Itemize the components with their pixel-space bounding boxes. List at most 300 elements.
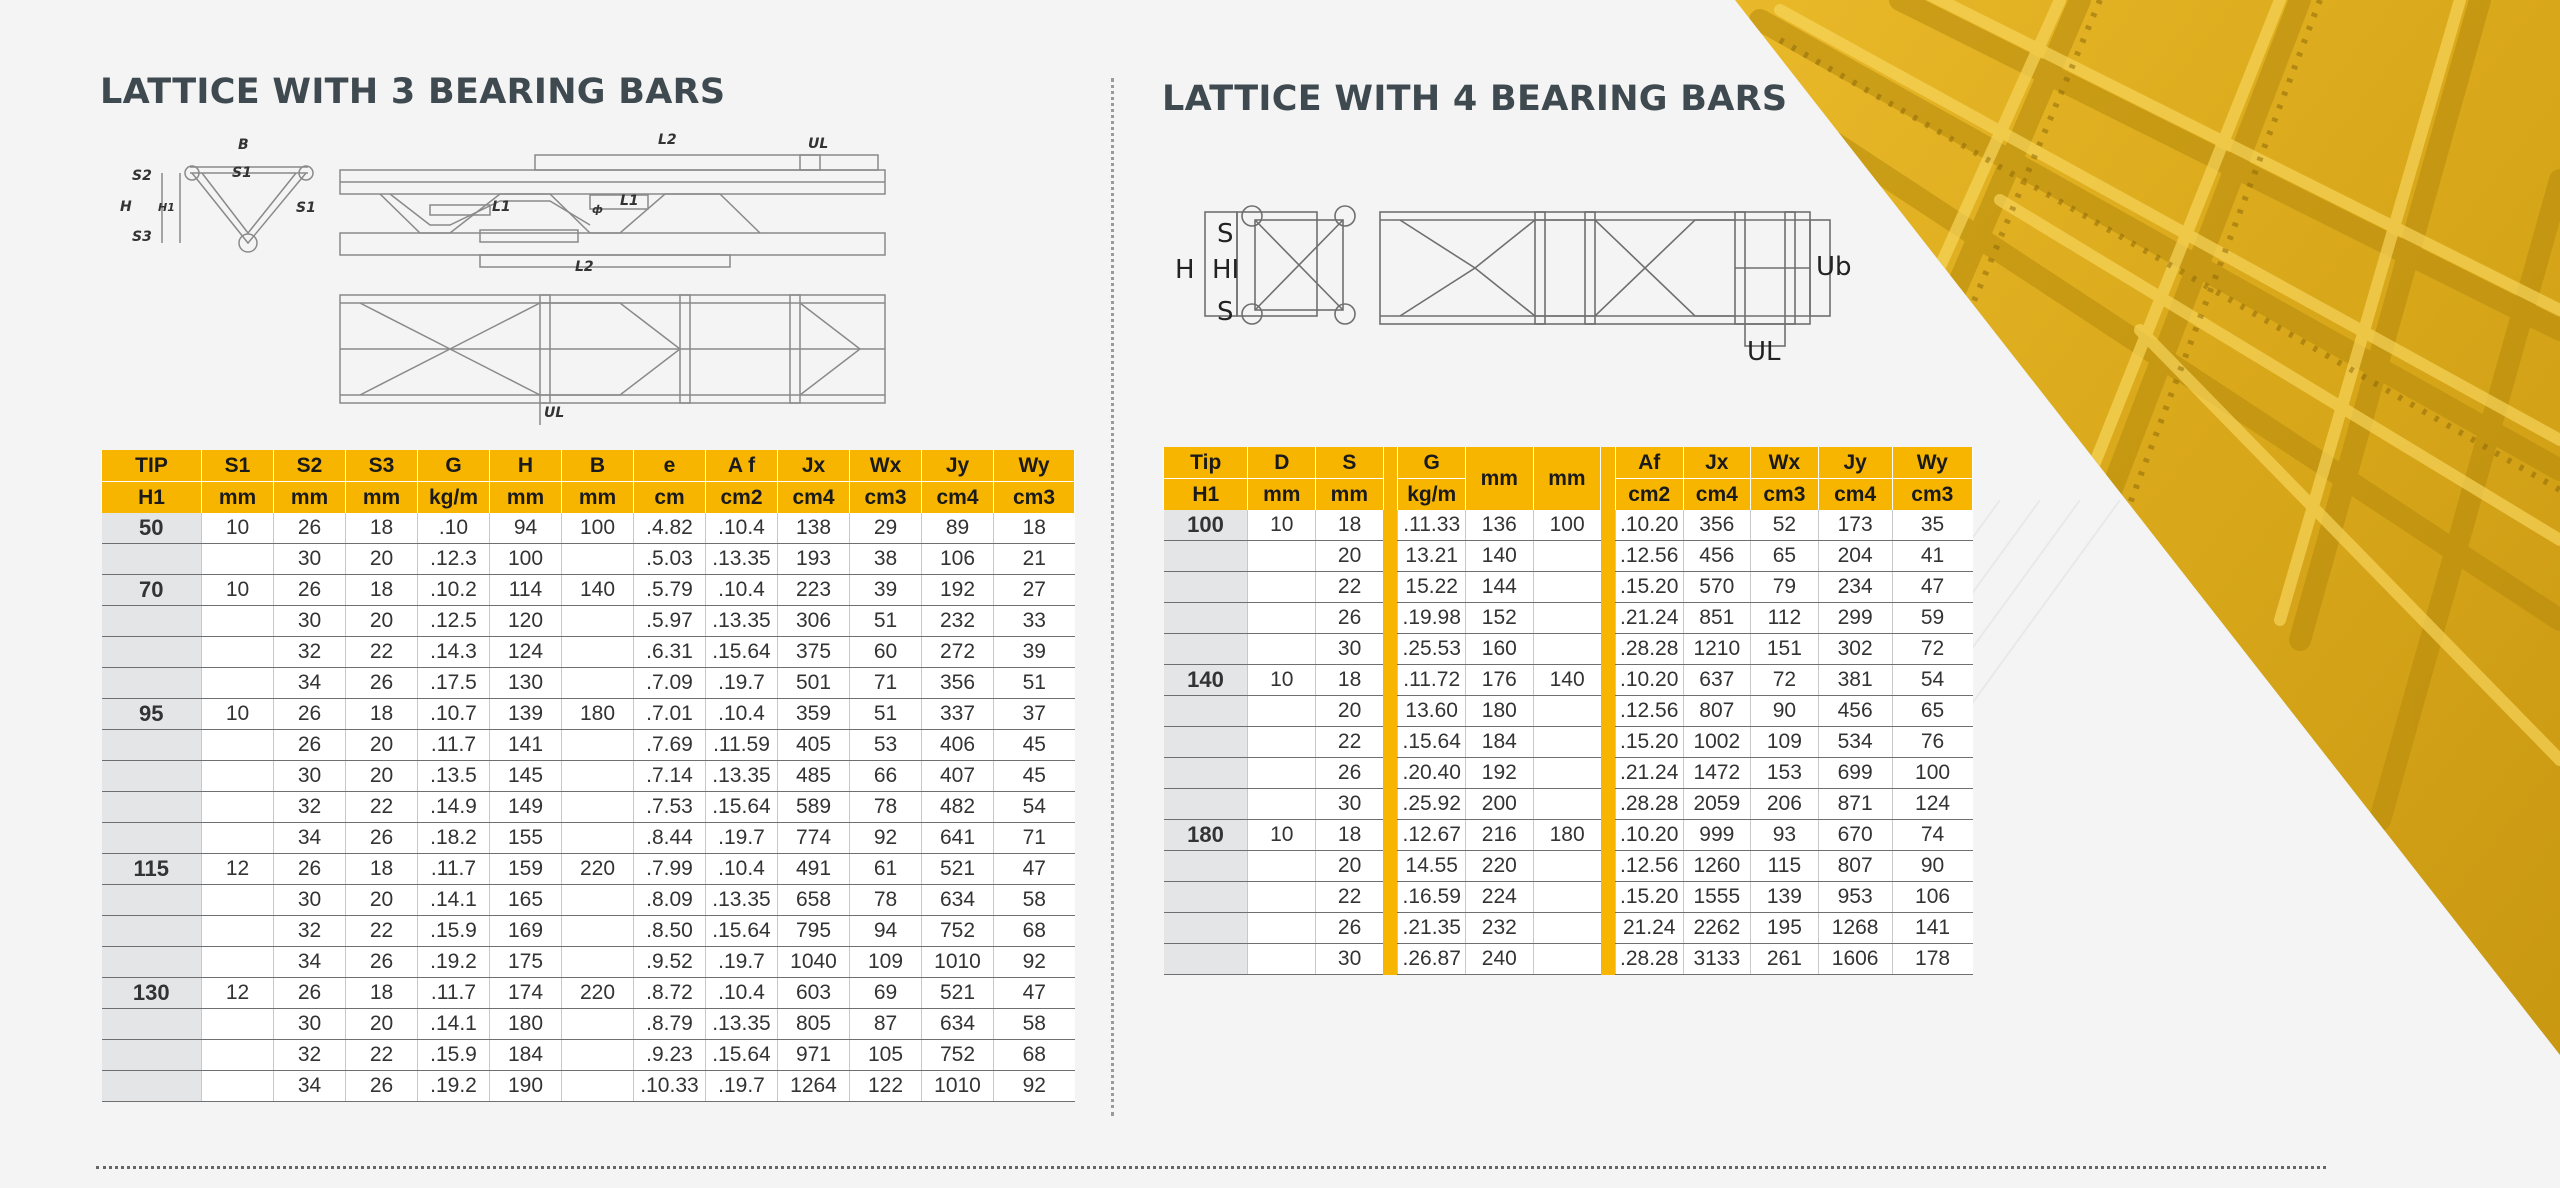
table-cell: 26: [274, 575, 346, 606]
column-header: S1: [202, 450, 274, 482]
table-cell: 752: [922, 1040, 994, 1071]
unit-header: mm: [274, 482, 346, 514]
column-separator: [1601, 447, 1616, 479]
type-cell: [102, 606, 202, 637]
table-cell: [202, 761, 274, 792]
table-cell: 140: [562, 575, 634, 606]
table-cell: 165: [490, 885, 562, 916]
table-cell: .19.7: [706, 947, 778, 978]
column-separator: [1601, 944, 1616, 975]
table-cell: [1248, 882, 1316, 913]
title-4-bars: LATTICE WITH 4 BEARING BARS: [1162, 79, 1788, 119]
table-cell: [562, 1040, 634, 1071]
table-row: [1164, 820, 1973, 851]
table-cell: 38: [850, 544, 922, 575]
table-cell: .28.28: [1615, 944, 1683, 975]
unit-header: mm: [1316, 479, 1384, 511]
table-cell: .15.9: [418, 1040, 490, 1071]
table-cell: 21.24: [1615, 913, 1683, 944]
type-cell: [1164, 572, 1248, 603]
table-row: [102, 513, 1075, 544]
table-cell: .9.23: [634, 1040, 706, 1071]
table-cell: 51: [994, 668, 1075, 699]
column-separator: [1601, 727, 1616, 758]
table-cell: 176: [1466, 665, 1534, 696]
table-cell: 456: [1818, 696, 1892, 727]
column-separator: [1601, 851, 1616, 882]
table-3-bars: [101, 450, 1075, 1102]
table-cell: .16.59: [1398, 882, 1466, 913]
table-cell: 93: [1751, 820, 1819, 851]
table-cell: 21: [994, 544, 1075, 575]
table-cell: 47: [994, 854, 1075, 885]
table-row: [1164, 572, 1973, 603]
unit-header: cm3: [850, 482, 922, 514]
table-cell: [202, 885, 274, 916]
column-header: H: [490, 450, 562, 482]
label-phi: ф: [592, 203, 603, 216]
table-cell: 32: [274, 637, 346, 668]
table-cell: 10: [1248, 665, 1316, 696]
table-cell: 521: [922, 978, 994, 1009]
table-cell: 58: [994, 1009, 1075, 1040]
type-cell: 115: [102, 854, 202, 885]
table-cell: 124: [1892, 789, 1972, 820]
table-cell: 26: [1316, 603, 1384, 634]
table-cell: 20: [346, 606, 418, 637]
column-separator: [1601, 572, 1616, 603]
table-cell: 184: [1466, 727, 1534, 758]
table-cell: 47: [994, 978, 1075, 1009]
table-cell: 1010: [922, 1071, 994, 1102]
table-row: [1164, 634, 1973, 665]
table-row: [102, 699, 1075, 730]
table-cell: 1010: [922, 947, 994, 978]
table-cell: 178: [1892, 944, 1972, 975]
column-separator: [1383, 603, 1398, 634]
table-cell: .19.98: [1398, 603, 1466, 634]
table-cell: [202, 668, 274, 699]
table-header-row: [102, 450, 1075, 482]
table-cell: [1533, 851, 1601, 882]
table-cell: [562, 730, 634, 761]
column-divider: [1111, 78, 1114, 1116]
table-cell: 22: [1316, 572, 1384, 603]
table-cell: 34: [274, 947, 346, 978]
table-cell: .12.67: [1398, 820, 1466, 851]
column-header: e: [634, 450, 706, 482]
table-cell: [1248, 851, 1316, 882]
table-cell: 200: [1466, 789, 1534, 820]
table-cell: 1040: [778, 947, 850, 978]
table-cell: .14.1: [418, 885, 490, 916]
table-cell: 774: [778, 823, 850, 854]
table-cell: 71: [994, 823, 1075, 854]
table-cell: .11.7: [418, 978, 490, 1009]
table-cell: 302: [1818, 634, 1892, 665]
column-separator: [1601, 820, 1616, 851]
table-cell: 670: [1818, 820, 1892, 851]
table-cell: 192: [922, 575, 994, 606]
table-cell: .5.03: [634, 544, 706, 575]
table-cell: 192: [1466, 758, 1534, 789]
table-cell: .13.35: [706, 1009, 778, 1040]
type-cell: [102, 792, 202, 823]
table-cell: .8.09: [634, 885, 706, 916]
table-cell: 190: [490, 1071, 562, 1102]
table-cell: .7.14: [634, 761, 706, 792]
type-cell: [1164, 758, 1248, 789]
table-cell: 90: [1751, 696, 1819, 727]
table-cell: [202, 792, 274, 823]
unit-header: cm2: [706, 482, 778, 514]
column-header: Wx: [850, 450, 922, 482]
table-cell: .12.56: [1615, 696, 1683, 727]
table-cell: [202, 1071, 274, 1102]
table-cell: 306: [778, 606, 850, 637]
table-row: [102, 544, 1075, 575]
table-cell: 180: [1466, 696, 1534, 727]
table-cell: 34: [274, 668, 346, 699]
table-cell: 51: [850, 699, 922, 730]
table-cell: 805: [778, 1009, 850, 1040]
table-cell: 94: [850, 916, 922, 947]
table-cell: 22: [346, 1040, 418, 1071]
column-separator: [1601, 696, 1616, 727]
table-cell: 68: [994, 916, 1075, 947]
label-B: B: [238, 137, 249, 153]
table-row: [102, 854, 1075, 885]
table-cell: 60: [850, 637, 922, 668]
column-separator: [1601, 789, 1616, 820]
table-cell: 141: [490, 730, 562, 761]
table-cell: [202, 544, 274, 575]
table-cell: [1533, 913, 1601, 944]
table-cell: 375: [778, 637, 850, 668]
column-separator: [1601, 634, 1616, 665]
table-cell: 180: [562, 699, 634, 730]
table-cell: .13.35: [706, 885, 778, 916]
table-row: [102, 792, 1075, 823]
table-cell: [1248, 696, 1316, 727]
table-cell: [1533, 789, 1601, 820]
type-cell: [102, 1071, 202, 1102]
table-cell: [562, 668, 634, 699]
table-cell: 30: [274, 544, 346, 575]
label-UL-top: UL: [808, 136, 829, 152]
table-cell: 136: [1466, 510, 1534, 541]
column-separator: [1601, 479, 1616, 511]
table-cell: 18: [1316, 820, 1384, 851]
unit-header: mm: [346, 482, 418, 514]
table-cell: [202, 606, 274, 637]
table-cell: 381: [1818, 665, 1892, 696]
table-cell: 807: [1818, 851, 1892, 882]
type-cell: 180: [1164, 820, 1248, 851]
table-row: [1164, 944, 1973, 975]
table-cell: 871: [1818, 789, 1892, 820]
table-cell: .10.4: [706, 854, 778, 885]
label-L2-bottom: L2: [575, 259, 594, 275]
column-separator: [1383, 789, 1398, 820]
table-cell: 90: [1892, 851, 1972, 882]
table-cell: 14.55: [1398, 851, 1466, 882]
table-cell: [202, 1040, 274, 1071]
unit-header: cm3: [1892, 479, 1972, 511]
table-cell: .11.7: [418, 730, 490, 761]
column-separator: [1601, 665, 1616, 696]
table-cell: 92: [850, 823, 922, 854]
type-cell: [1164, 913, 1248, 944]
column-header: Tip: [1164, 447, 1248, 479]
table-row: [102, 730, 1075, 761]
table-cell: 54: [1892, 665, 1972, 696]
table-cell: 20: [1316, 851, 1384, 882]
table-cell: .15.9: [418, 916, 490, 947]
table-row: [1164, 758, 1973, 789]
table-cell: 89: [922, 513, 994, 544]
unit-header: mm: [1248, 479, 1316, 511]
type-cell: [1164, 789, 1248, 820]
table-cell: 3133: [1683, 944, 1751, 975]
table-cell: 105: [850, 1040, 922, 1071]
column-separator: [1601, 758, 1616, 789]
table-cell: [1248, 913, 1316, 944]
table-cell: 37: [994, 699, 1075, 730]
table-row: [1164, 541, 1973, 572]
table-cell: .6.31: [634, 637, 706, 668]
table-cell: 54: [994, 792, 1075, 823]
table-cell: 971: [778, 1040, 850, 1071]
table-cell: [562, 885, 634, 916]
table-cell: .15.64: [706, 1040, 778, 1071]
table-cell: .15.20: [1615, 727, 1683, 758]
table-cell: 18: [1316, 665, 1384, 696]
table-cell: 122: [850, 1071, 922, 1102]
type-cell: 50: [102, 513, 202, 544]
table-cell: .7.53: [634, 792, 706, 823]
table-cell: [202, 637, 274, 668]
table-cell: 153: [1751, 758, 1819, 789]
drawing-3-bars: [120, 125, 900, 430]
table-cell: 152: [1466, 603, 1534, 634]
table-cell: .4.82: [634, 513, 706, 544]
label-H1: H1: [158, 201, 175, 214]
table-cell: 1260: [1683, 851, 1751, 882]
table-cell: .10.20: [1615, 665, 1683, 696]
table-cell: 145: [490, 761, 562, 792]
type-cell: [102, 1009, 202, 1040]
table-row: [102, 575, 1075, 606]
column-separator: [1383, 572, 1398, 603]
table-cell: .19.7: [706, 1071, 778, 1102]
label-Ub: Ub: [1816, 252, 1852, 282]
table-cell: .10.4: [706, 575, 778, 606]
table-cell: 1002: [1683, 727, 1751, 758]
unit-header: H1: [1164, 479, 1248, 511]
table-cell: 141: [1892, 913, 1972, 944]
table-cell: 299: [1818, 603, 1892, 634]
table-cell: 79: [1751, 572, 1819, 603]
table-cell: .15.20: [1615, 882, 1683, 913]
table-cell: 22: [1316, 727, 1384, 758]
table-cell: 139: [490, 699, 562, 730]
table-cell: 272: [922, 637, 994, 668]
table-cell: .10.2: [418, 575, 490, 606]
unit-header: cm3: [994, 482, 1075, 514]
table-cell: 112: [1751, 603, 1819, 634]
table-cell: .21.24: [1615, 758, 1683, 789]
table-cell: 26: [346, 668, 418, 699]
table-cell: 224: [1466, 882, 1534, 913]
table-cell: .10.20: [1615, 510, 1683, 541]
type-cell: 70: [102, 575, 202, 606]
table-row: [1164, 882, 1973, 913]
table-cell: 32: [274, 916, 346, 947]
column-header: G: [418, 450, 490, 482]
table-cell: 1555: [1683, 882, 1751, 913]
table-cell: .5.79: [634, 575, 706, 606]
table-cell: .10.4: [706, 699, 778, 730]
table-cell: 100: [490, 544, 562, 575]
label-H: H: [120, 199, 132, 215]
table-cell: [1248, 634, 1316, 665]
table-cell: .11.33: [1398, 510, 1466, 541]
unit-header: cm2: [1615, 479, 1683, 511]
table-cell: .13.35: [706, 761, 778, 792]
table-cell: [202, 916, 274, 947]
table-row: [102, 823, 1075, 854]
table-cell: 78: [850, 885, 922, 916]
column-header: S2: [274, 450, 346, 482]
type-cell: [1164, 944, 1248, 975]
column-separator: [1383, 851, 1398, 882]
table-cell: .14.3: [418, 637, 490, 668]
type-cell: [102, 1040, 202, 1071]
column-separator: [1601, 913, 1616, 944]
table-cell: 20: [346, 761, 418, 792]
table-cell: 140: [1533, 665, 1601, 696]
table-cell: 26: [346, 1071, 418, 1102]
table-cell: [1533, 603, 1601, 634]
table-cell: 149: [490, 792, 562, 823]
table-cell: .10.4: [706, 513, 778, 544]
table-3-bars-body: [102, 513, 1075, 1102]
table-cell: 407: [922, 761, 994, 792]
table-cell: 456: [1683, 541, 1751, 572]
table-cell: 204: [1818, 541, 1892, 572]
table-cell: 30: [1316, 789, 1384, 820]
table-cell: 140: [1466, 541, 1534, 572]
table-cell: 26: [1316, 913, 1384, 944]
type-cell: [1164, 603, 1248, 634]
table-cell: 45: [994, 761, 1075, 792]
table-cell: 41: [1892, 541, 1972, 572]
unit-header: cm: [634, 482, 706, 514]
table-cell: 1472: [1683, 758, 1751, 789]
table-cell: 220: [1466, 851, 1534, 882]
unit-header: mm: [202, 482, 274, 514]
table-cell: 232: [1466, 913, 1534, 944]
table-cell: [562, 1071, 634, 1102]
table-cell: .10: [418, 513, 490, 544]
table-cell: 807: [1683, 696, 1751, 727]
table-cell: 52: [1751, 510, 1819, 541]
table-4-bars: [1163, 447, 1973, 975]
table-cell: 32: [274, 1040, 346, 1071]
table-cell: 2262: [1683, 913, 1751, 944]
table-cell: 94: [490, 513, 562, 544]
unit-header: mm: [1466, 447, 1534, 510]
column-header: Jy: [922, 450, 994, 482]
table-row: [102, 1071, 1075, 1102]
type-cell: 130: [102, 978, 202, 1009]
table-cell: 100: [1533, 510, 1601, 541]
table-cell: 159: [490, 854, 562, 885]
table-cell: 65: [1751, 541, 1819, 572]
column-separator: [1383, 727, 1398, 758]
type-cell: [102, 947, 202, 978]
table-cell: [1533, 572, 1601, 603]
table-cell: .21.35: [1398, 913, 1466, 944]
column-header: Wy: [994, 450, 1075, 482]
column-separator: [1601, 541, 1616, 572]
table-cell: 220: [562, 854, 634, 885]
table-cell: 485: [778, 761, 850, 792]
table-cell: .12.5: [418, 606, 490, 637]
table-cell: 72: [1892, 634, 1972, 665]
table-cell: [202, 730, 274, 761]
table-row: [102, 637, 1075, 668]
table-cell: .26.87: [1398, 944, 1466, 975]
table-row: [1164, 665, 1973, 696]
table-cell: .13.5: [418, 761, 490, 792]
table-cell: 953: [1818, 882, 1892, 913]
table-cell: 10: [202, 513, 274, 544]
table-cell: .11.59: [706, 730, 778, 761]
unit-header: cm3: [1751, 479, 1819, 511]
table-cell: 752: [922, 916, 994, 947]
label-S-top: S: [1217, 219, 1234, 249]
table-cell: 232: [922, 606, 994, 637]
table-cell: .7.69: [634, 730, 706, 761]
table-cell: [1248, 572, 1316, 603]
label-S3: S3: [132, 229, 152, 245]
table-cell: 18: [346, 978, 418, 1009]
table-cell: 160: [1466, 634, 1534, 665]
table-cell: 47: [1892, 572, 1972, 603]
table-cell: 66: [850, 761, 922, 792]
table-cell: .11.7: [418, 854, 490, 885]
column-separator: [1383, 820, 1398, 851]
column-header: D: [1248, 447, 1316, 479]
table-cell: 30: [274, 885, 346, 916]
table-cell: 30: [274, 1009, 346, 1040]
label-L2-top: L2: [658, 132, 677, 148]
table-cell: [562, 792, 634, 823]
type-cell: [102, 916, 202, 947]
table-cell: [1248, 727, 1316, 758]
table-cell: .28.28: [1615, 789, 1683, 820]
table-cell: 1606: [1818, 944, 1892, 975]
table-cell: [562, 916, 634, 947]
table-cell: .15.64: [706, 637, 778, 668]
column-header: TIP: [102, 450, 202, 482]
column-header: S: [1316, 447, 1384, 479]
table-cell: 10: [1248, 510, 1316, 541]
table-cell: 144: [1466, 572, 1534, 603]
table-cell: 184: [490, 1040, 562, 1071]
